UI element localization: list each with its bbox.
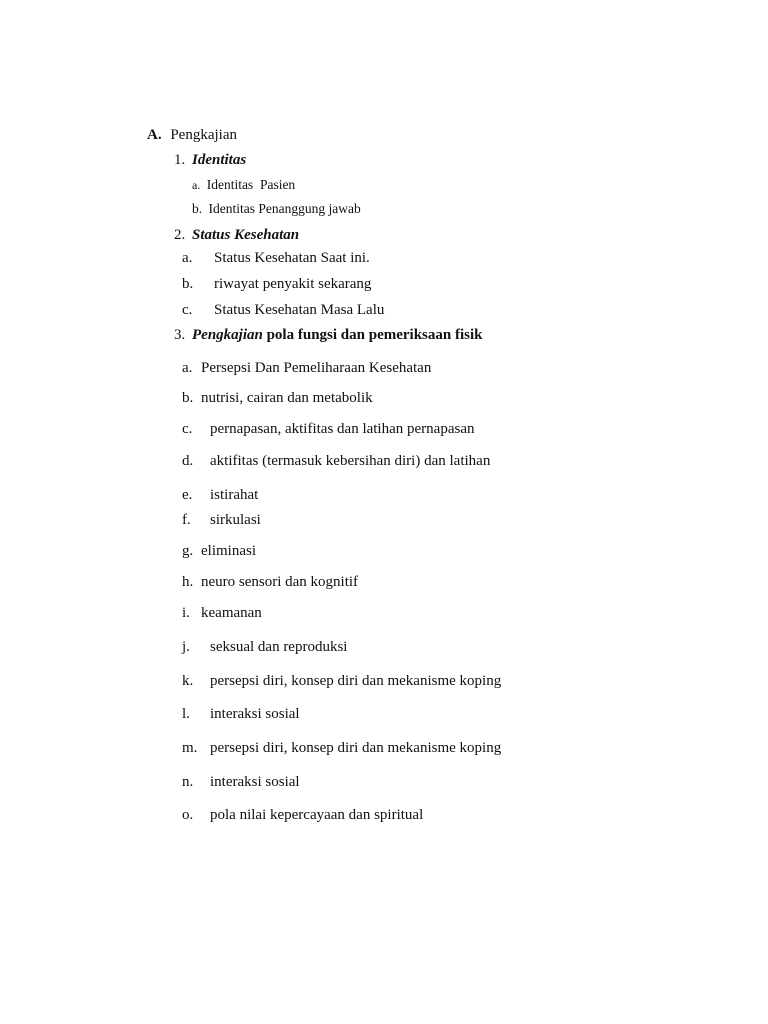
subsection-number: 3. (174, 327, 186, 343)
list-item (182, 638, 347, 656)
subsection-title-italic: Pengkajian (192, 327, 263, 343)
list-text: persepsi diri, konsep diri dan mekanisme koping (210, 673, 502, 689)
list-text: interaksi sosial (210, 706, 300, 722)
list-item (182, 486, 258, 504)
list-item (182, 773, 300, 791)
list-text: istirahat (210, 487, 259, 503)
list-item (182, 301, 384, 319)
subsection-status-kesehatan (174, 226, 299, 244)
list-item (182, 420, 474, 438)
section-heading (147, 126, 237, 144)
list-item (182, 604, 262, 622)
list-marker: f. (182, 512, 191, 528)
list-text: aktifitas (termasuk kebersihan diri) dan latihan (210, 453, 491, 469)
list-marker: b. (192, 201, 203, 216)
list-marker: g. (182, 543, 194, 559)
list-text: nutrisi, cairan dan metabolik (201, 390, 373, 406)
subsection-number: 2. (174, 227, 186, 243)
list-item (182, 573, 358, 591)
list-text: pola nilai kepercayaan dan spiritual (210, 807, 424, 823)
list-text: neuro sensori dan kognitif (201, 574, 359, 590)
list-marker: l. (182, 706, 190, 722)
list-marker: h. (182, 574, 194, 590)
list-item (182, 511, 261, 529)
list-text: keamanan (201, 605, 262, 621)
list-item (182, 705, 300, 723)
list-marker: k. (182, 673, 194, 689)
list-item (182, 806, 423, 824)
list-text: interaksi sosial (210, 774, 300, 790)
list-marker: m. (182, 740, 198, 756)
list-item (192, 176, 295, 194)
list-marker: a. (182, 360, 193, 376)
list-item (192, 200, 361, 218)
list-text: persepsi diri, konsep diri dan mekanisme koping (210, 740, 502, 756)
list-item (182, 275, 371, 293)
list-item (182, 249, 370, 267)
list-text: Status Kesehatan Saat ini. (214, 250, 370, 266)
list-marker: j. (182, 639, 190, 655)
list-text: Identitas Penanggung jawab (208, 201, 361, 216)
list-text: eliminasi (201, 543, 256, 559)
section-title: Pengkajian (170, 127, 237, 143)
list-marker: c. (182, 302, 193, 318)
list-item (182, 389, 373, 407)
list-item (182, 542, 256, 560)
list-marker: o. (182, 807, 194, 823)
list-marker: b. (182, 276, 194, 292)
list-text: Persepsi Dan Pemeliharaan Kesehatan (201, 360, 432, 376)
subsection-title: Identitas (192, 152, 247, 168)
list-marker: c. (182, 421, 193, 437)
subsection-title: Status Kesehatan (192, 227, 300, 243)
list-text: riwayat penyakit sekarang (214, 276, 372, 292)
list-item (182, 672, 501, 690)
subsection-number: 1. (174, 152, 186, 168)
list-marker: i. (182, 605, 190, 621)
list-text: seksual dan reproduksi (210, 639, 348, 655)
list-marker: e. (182, 487, 193, 503)
list-text: Status Kesehatan Masa Lalu (214, 302, 385, 318)
list-marker: a. (192, 178, 201, 192)
list-marker: a. (182, 250, 193, 266)
subsection-identitas (174, 151, 246, 169)
list-marker: b. (182, 390, 194, 406)
list-item (182, 739, 501, 757)
list-marker: d. (182, 453, 194, 469)
list-text: pernapasan, aktifitas dan latihan pernapasan (210, 421, 475, 437)
list-text: sirkulasi (210, 512, 261, 528)
list-item (182, 452, 490, 470)
list-text: Identitas Pasien (206, 177, 296, 192)
section-letter: A. (147, 127, 162, 143)
subsection-title-rest: pola fungsi dan pemeriksaan fisik (266, 327, 483, 343)
subsection-pola-fungsi (174, 326, 482, 344)
list-item (182, 359, 431, 377)
list-marker: n. (182, 774, 194, 790)
